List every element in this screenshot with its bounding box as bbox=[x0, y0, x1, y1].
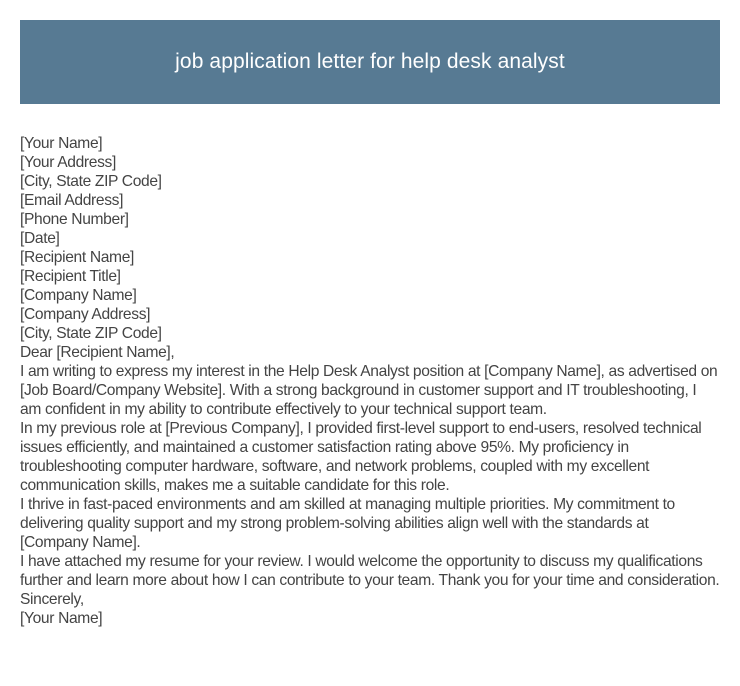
sender-email: [Email Address] bbox=[20, 192, 124, 209]
letter-body bbox=[20, 134, 720, 628]
signature: [Your Name] bbox=[20, 610, 103, 627]
recipient-city-state-zip: [City, State ZIP Code] bbox=[20, 325, 162, 342]
recipient-address: [Company Address] bbox=[20, 306, 151, 323]
page-title: job application letter for help desk analyst bbox=[175, 50, 565, 73]
paragraph-experience: In my previous role at [Previous Company], I provided first-level support to end-users, resolved technical issues efficiently, and maintained a customer satisfaction rating above 95%. My proficiency in troubleshooting computer hardware, software, and network problems, coupled with my excellent communication skills, makes me a suitable candidate for this role. bbox=[20, 420, 702, 494]
recipient-company: [Company Name] bbox=[20, 287, 137, 304]
salutation: Dear [Recipient Name], bbox=[20, 344, 175, 361]
sender-phone: [Phone Number] bbox=[20, 211, 129, 228]
paragraph-intro: I am writing to express my interest in the Help Desk Analyst position at [Company Name], as advertised on [Job Board/Company Website]. With a strong background in customer support and IT troubleshooting, I am confident in my ability to contribute effectively to your technical support team. bbox=[20, 363, 718, 418]
sender-city-state-zip: [City, State ZIP Code] bbox=[20, 173, 162, 190]
recipient-title: [Recipient Title] bbox=[20, 268, 121, 285]
closing: Sincerely, bbox=[20, 591, 84, 608]
sender-address: [Your Address] bbox=[20, 154, 116, 171]
paragraph-closing: I have attached my resume for your review. I would welcome the opportunity to discuss my qualifications further and learn more about how I can contribute to your team. Thank you for your time and consideration. bbox=[20, 553, 720, 589]
letter-date: [Date] bbox=[20, 230, 60, 247]
recipient-name: [Recipient Name] bbox=[20, 249, 135, 266]
page-header bbox=[20, 20, 720, 104]
paragraph-skills: I thrive in fast-paced environments and am skilled at managing multiple priorities. My commitment to delivering quality support and my strong problem-solving abilities align well with the standards at [Company Name]. bbox=[20, 496, 675, 551]
sender-name: [Your Name] bbox=[20, 135, 103, 152]
